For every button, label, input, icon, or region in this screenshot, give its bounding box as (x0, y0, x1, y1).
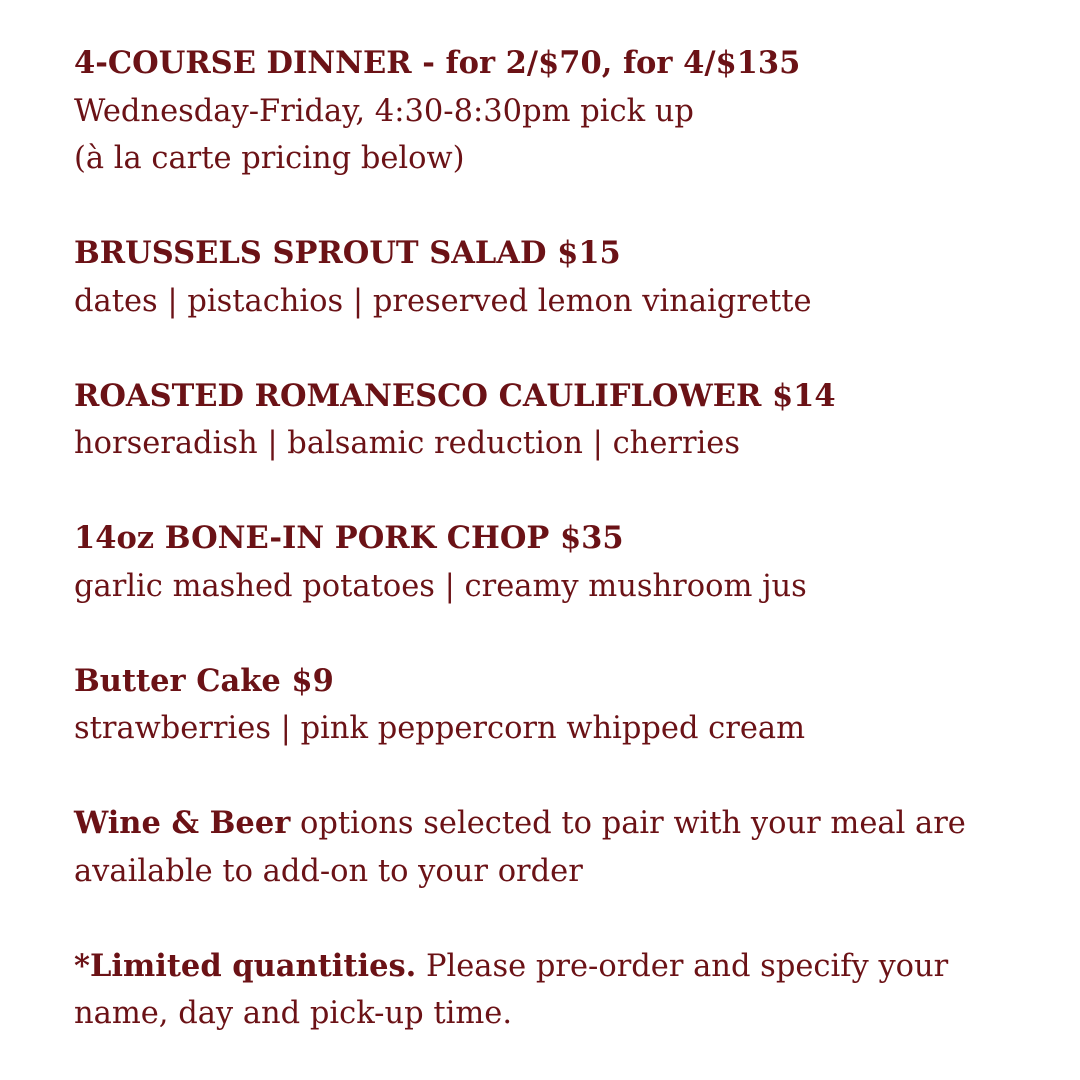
pairing-line-2: available to add-on to your order (74, 853, 583, 889)
menu-item-description: dates | pistachios | preserved lemon vinaigrette (74, 283, 812, 319)
wine-beer-pairing (74, 800, 1020, 895)
menu-item-name: Butter Cake $9 (74, 662, 334, 699)
menu-item-brussels-sprout-salad (74, 230, 1020, 325)
limited-quantities-notice (74, 943, 1020, 1038)
pairing-text: options selected to pair with your meal are (290, 806, 966, 841)
notice-bold-label: *Limited quantities. (74, 947, 417, 984)
menu-item-name: ROASTED ROMANESCO CAULIFLOWER $14 (74, 377, 836, 414)
notice-text: Please pre-order and specify your (416, 948, 949, 984)
menu-item-romanesco-cauliflower (74, 373, 1020, 468)
dinner-title: 4-COURSE DINNER - for 2/$70, for 4/$135 (74, 45, 801, 81)
dinner-intro (74, 40, 1020, 183)
menu-item-name: 14oz BONE-IN PORK CHOP $35 (74, 520, 624, 556)
pairing-bold-label: Wine & Beer (74, 805, 291, 841)
menu-item-name: BRUSSELS SPROUT SALAD $15 (74, 235, 621, 271)
pricing-note: (à la carte pricing below) (74, 141, 465, 176)
menu-item-description: horseradish | balsamic reduction | cherries (74, 426, 740, 461)
menu-item-description: strawberries | pink peppercorn whipped cream (74, 711, 805, 746)
menu-item-description: garlic mashed potatoes | creamy mushroom jus (74, 568, 807, 604)
pickup-schedule: Wednesday-Friday, 4:30-8:30pm pick up (74, 93, 694, 129)
menu-item-pork-chop (74, 515, 1020, 610)
notice-line-1 (74, 943, 1020, 991)
menu-item-butter-cake (74, 658, 1020, 753)
notice-line-2: name, day and pick-up time. (74, 996, 513, 1031)
pairing-line-1 (74, 800, 1020, 848)
